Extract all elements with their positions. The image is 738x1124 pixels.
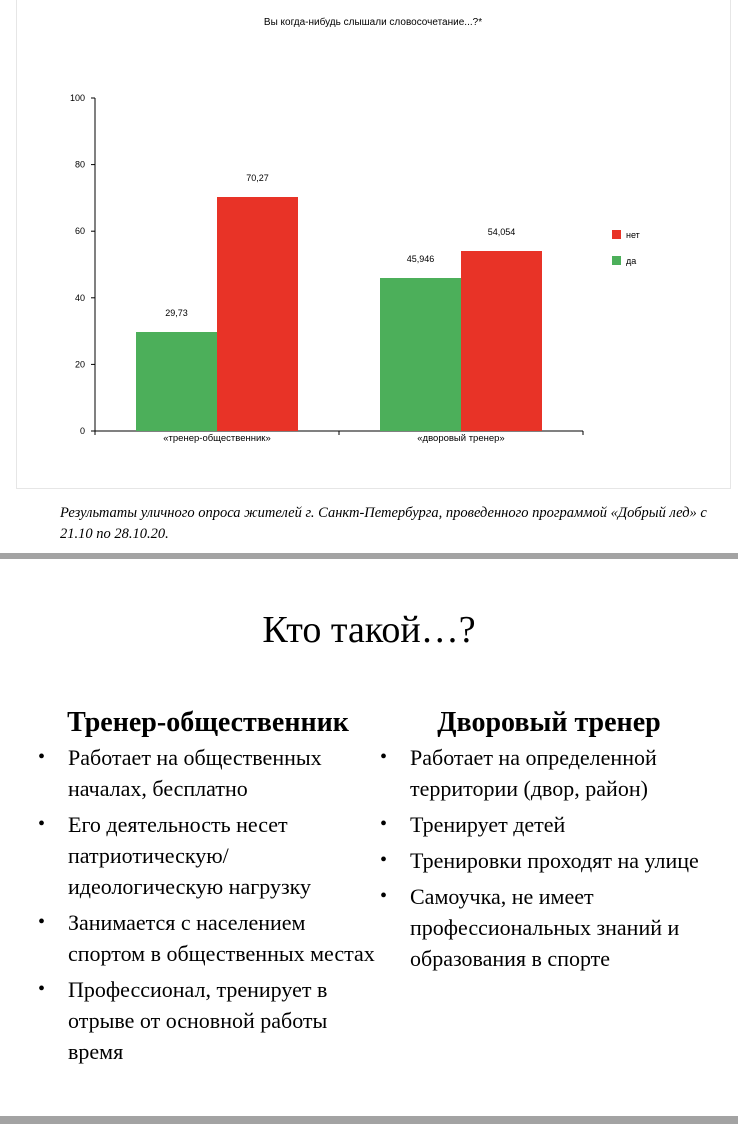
left-heading: Тренер-общественник (67, 707, 349, 738)
list-item (380, 845, 730, 876)
bullet-icon: • (38, 813, 46, 835)
slide-title: Кто такой…? (262, 609, 476, 651)
bar-chart (17, 0, 730, 488)
data-label: 70,27 (246, 173, 269, 184)
left-bullet-list (38, 742, 378, 1067)
right-bullet-list (380, 742, 730, 974)
chart-title: Вы когда-нибудь слышали словосочетание...?* (263, 17, 483, 28)
bullet-icon: • (380, 885, 388, 907)
data-label: 45,946 (406, 253, 435, 264)
legend-swatch (612, 256, 621, 265)
bullet-icon: • (38, 978, 46, 1000)
right-column (380, 706, 730, 979)
bullet-text: Занимается с населением спортом в общественных местах (68, 910, 375, 966)
bullet-text: Профессионал, тренирует в отрыве от основной работы время (68, 977, 328, 1064)
bullet-icon: • (380, 746, 388, 768)
right-heading: Дворовый тренер (437, 707, 661, 738)
y-tick-label: 20 (74, 359, 85, 370)
y-tick-label: 40 (74, 292, 85, 303)
list-item (38, 742, 378, 804)
bullet-icon: • (38, 911, 46, 933)
legend-label: да (626, 256, 637, 266)
bullet-icon: • (38, 746, 46, 768)
legend-label: нет (626, 230, 640, 240)
bar (136, 332, 217, 431)
y-tick-label: 0 (79, 426, 85, 436)
left-column (38, 706, 378, 1072)
bullet-text: Самоучка, не имеет профессиональных знаний и образования в спорте (410, 884, 680, 971)
y-tick-label: 80 (74, 159, 85, 170)
x-tick-label: «дворовый тренер» (417, 433, 505, 444)
definitions-slide (0, 560, 738, 1116)
list-item (38, 907, 378, 969)
y-tick-label: 60 (74, 226, 85, 237)
data-label: 54,054 (487, 227, 516, 238)
bullet-text: Работает на общественных началах, бесплатно (68, 745, 322, 801)
chart-caption: Результаты уличного опроса жителей г. Санкт-Петербурга, проведенного программой «Добрый лед» с 21.10 по 28.10.20. (60, 505, 707, 542)
chart-frame (16, 0, 731, 489)
list-item (380, 881, 730, 974)
slide-divider-bottom (0, 1116, 738, 1124)
bullet-text: Его деятельность несет патриотическую/ идеологическую нагрузку (68, 812, 312, 899)
bullet-text: Тренировки проходят на улице (410, 848, 699, 873)
slide-divider (0, 553, 738, 559)
legend-swatch (612, 230, 621, 239)
list-item (38, 974, 378, 1067)
bar (380, 278, 461, 431)
x-tick-label: «тренер-общественник» (163, 433, 271, 444)
bar (461, 251, 542, 431)
bullet-icon: • (380, 849, 388, 871)
bullet-icon: • (380, 813, 388, 835)
chart-slide (0, 0, 738, 553)
bar (217, 197, 298, 431)
list-item (380, 809, 730, 840)
list-item (38, 809, 378, 902)
bullet-text: Тренирует детей (410, 812, 566, 837)
data-label: 29,73 (165, 307, 188, 318)
list-item (380, 742, 730, 804)
y-tick-label: 100 (69, 93, 85, 103)
bullet-text: Работает на определенной территории (двор, район) (410, 745, 657, 801)
